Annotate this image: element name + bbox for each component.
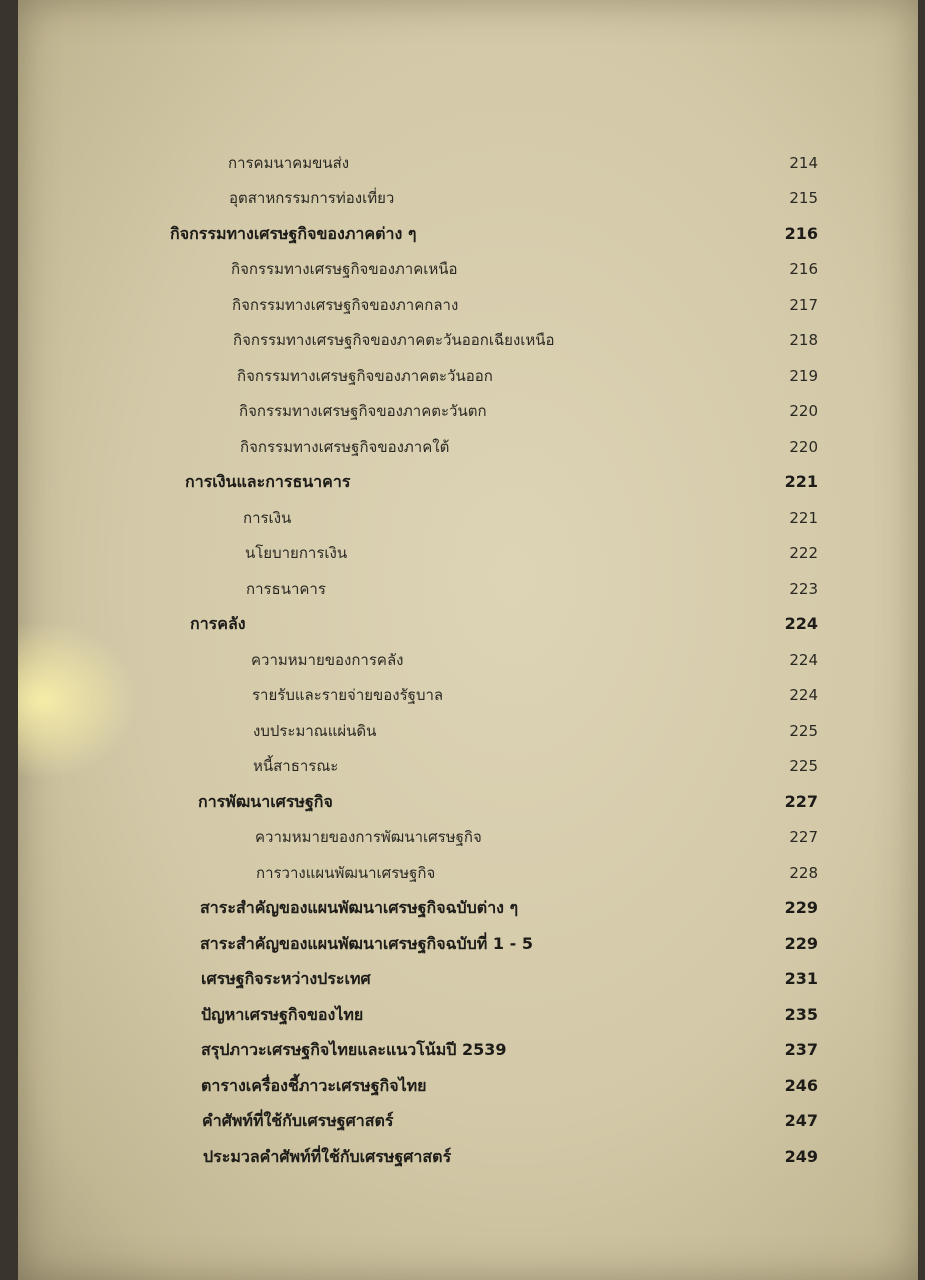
toc-entry-title: การพัฒนาเศรษฐกิจ [198, 792, 333, 811]
toc-entry [18, 645, 918, 675]
toc-entry-title: การวางแผนพัฒนาเศรษฐกิจ [256, 864, 436, 882]
toc-entry [18, 1106, 918, 1136]
toc-entry-page-number: 237 [784, 1040, 818, 1059]
toc-entry [18, 432, 918, 462]
toc-entry [18, 183, 918, 213]
toc-entry [18, 1000, 918, 1030]
toc-entry-page-number: 217 [789, 296, 818, 314]
toc-entry-title: กิจกรรมทางเศรษฐกิจของภาคตะวันออกเฉียงเหนือ [233, 331, 555, 349]
toc-entry-page-number: 235 [784, 1005, 818, 1024]
toc-entry-title: ปัญหาเศรษฐกิจของไทย [201, 1005, 364, 1024]
toc-entry-title: การคมนาคมขนส่ง [228, 154, 350, 172]
toc-entry-page-number: 224 [784, 614, 818, 633]
toc-entry [18, 751, 918, 781]
toc-entry-title: สาระสำคัญของแผนพัฒนาเศรษฐกิจฉบับที่ 1 - 5 [200, 934, 533, 953]
toc-entry-page-number: 228 [789, 864, 818, 882]
toc-entry-title: นโยบายการเงิน [245, 544, 348, 562]
toc-entry-page-number: 229 [784, 934, 818, 953]
toc-entry-title: รายรับและรายจ่ายของรัฐบาล [252, 686, 444, 704]
table-of-contents [18, 0, 918, 1280]
toc-entry [18, 325, 918, 355]
toc-entry [18, 680, 918, 710]
toc-entry-title: เศรษฐกิจระหว่างประเทศ [201, 969, 371, 988]
book-page [18, 0, 918, 1280]
toc-entry-page-number: 223 [789, 580, 818, 598]
toc-entry-page-number: 249 [784, 1147, 818, 1166]
toc-entry-title: ตารางเครื่องชี้ภาวะเศรษฐกิจไทย [201, 1076, 427, 1095]
toc-entry-page-number: 224 [789, 651, 818, 669]
toc-entry-title: กิจกรรมทางเศรษฐกิจของภาคเหนือ [231, 260, 458, 278]
toc-entry-title: ความหมายของการคลัง [251, 651, 404, 669]
toc-entry-title: การเงิน [243, 509, 292, 527]
toc-entry-page-number: 215 [789, 189, 818, 207]
toc-entry-page-number: 246 [784, 1076, 818, 1095]
toc-entry-title: อุตสาหกรรมการท่องเที่ยว [229, 189, 395, 207]
toc-entry-page-number: 221 [784, 472, 818, 491]
toc-entry [18, 929, 918, 959]
toc-entry-title: กิจกรรมทางเศรษฐกิจของภาคตะวันตก [239, 402, 487, 420]
toc-entry-title: คำศัพท์ที่ใช้กับเศรษฐศาสตร์ [202, 1111, 394, 1130]
toc-entry-page-number: 224 [789, 686, 818, 704]
toc-entry-title: การเงินและการธนาคาร [185, 472, 351, 491]
toc-entry-page-number: 231 [784, 969, 818, 988]
toc-entry-page-number: 227 [789, 828, 818, 846]
toc-entry [18, 503, 918, 533]
toc-entry-title: การธนาคาร [246, 580, 326, 598]
toc-entry [18, 822, 918, 852]
toc-entry [18, 858, 918, 888]
toc-entry-title: สาระสำคัญของแผนพัฒนาเศรษฐกิจฉบับต่าง ๆ [200, 898, 519, 917]
toc-entry [18, 1142, 918, 1172]
toc-entry [18, 254, 918, 284]
toc-entry-page-number: 216 [789, 260, 818, 278]
toc-entry-title: สรุปภาวะเศรษฐกิจไทยและแนวโน้มปี 2539 [201, 1040, 507, 1059]
toc-entry [18, 467, 918, 497]
toc-entry-page-number: 214 [789, 154, 818, 172]
toc-entry [18, 893, 918, 923]
toc-entry-page-number: 218 [789, 331, 818, 349]
toc-entry [18, 574, 918, 604]
toc-entry [18, 1071, 918, 1101]
toc-entry-page-number: 220 [789, 438, 818, 456]
toc-entry-page-number: 216 [784, 224, 818, 243]
toc-entry-page-number: 227 [784, 792, 818, 811]
toc-entry-page-number: 229 [784, 898, 818, 917]
toc-entry [18, 787, 918, 817]
toc-entry [18, 716, 918, 746]
toc-entry-page-number: 225 [789, 757, 818, 775]
toc-entry-title: ประมวลคำศัพท์ที่ใช้กับเศรษฐศาสตร์ [203, 1147, 452, 1166]
toc-entry-title: งบประมาณแผ่นดิน [253, 722, 377, 740]
toc-entry [18, 964, 918, 994]
toc-entry-page-number: 219 [789, 367, 818, 385]
toc-entry-page-number: 225 [789, 722, 818, 740]
toc-entry [18, 290, 918, 320]
toc-entry [18, 148, 918, 178]
toc-entry [18, 1035, 918, 1065]
toc-entry-title: กิจกรรมทางเศรษฐกิจของภาคกลาง [232, 296, 459, 314]
toc-entry-page-number: 222 [789, 544, 818, 562]
toc-entry-title: กิจกรรมทางเศรษฐกิจของภาคใต้ [240, 438, 450, 456]
toc-entry [18, 219, 918, 249]
toc-entry [18, 361, 918, 391]
toc-entry-title: หนี้สาธารณะ [253, 757, 339, 775]
toc-entry-title: การคลัง [190, 614, 246, 633]
toc-entry-title: กิจกรรมทางเศรษฐกิจของภาคต่าง ๆ [170, 224, 417, 243]
toc-entry [18, 396, 918, 426]
toc-entry [18, 609, 918, 639]
toc-entry-title: กิจกรรมทางเศรษฐกิจของภาคตะวันออก [237, 367, 493, 385]
toc-entry-page-number: 220 [789, 402, 818, 420]
toc-entry-page-number: 247 [784, 1111, 818, 1130]
toc-entry-title: ความหมายของการพัฒนาเศรษฐกิจ [255, 828, 482, 846]
toc-entry [18, 538, 918, 568]
toc-entry-page-number: 221 [789, 509, 818, 527]
